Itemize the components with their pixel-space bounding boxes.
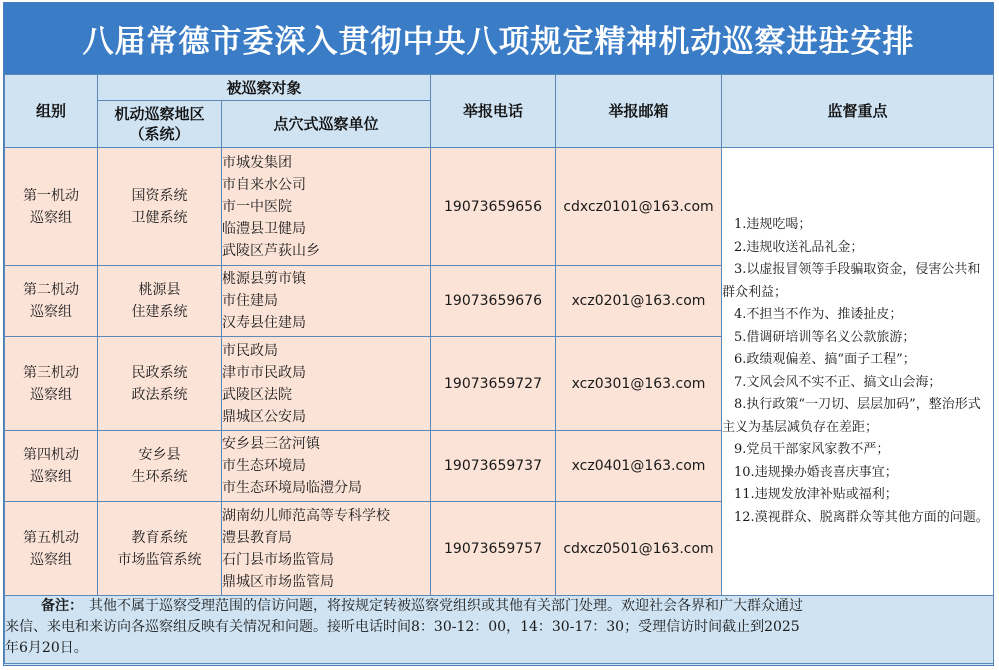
header-units: 点穴式巡察单位 [222,101,431,148]
focus-item: 1.违规吃喝； [734,217,812,232]
report-phone: 19073659727 [431,337,556,431]
focus-item: 6.政绩观偏差、搞“面子工程”； [734,352,916,367]
focus-item: 12.漠视群众、脱离群众等其他方面的问题。 [734,509,989,525]
report-email[interactable]: xcz0401@163.com [556,431,722,502]
focus-item: 7.文风会风不实不正、搞文山会海； [734,374,942,390]
area-line: 国资系统 [131,187,188,204]
arrangement-table [4,74,994,664]
header-area [98,101,222,148]
report-phone: 19073659656 [431,148,556,266]
group-name-line: 巡察组 [30,304,72,320]
focus-item: 4.不担当不作为、推诿扯皮； [734,307,903,322]
area-line: 市场监管系统 [117,551,202,568]
page-title: 八届常德市委深入贯彻中央八项规定精神机动巡察进驻安排 [4,3,993,74]
area-line: 生环系统 [131,469,188,485]
group-name-line: 第五机动 [23,529,79,546]
area-line: 卫健系统 [131,209,188,226]
group-name [5,266,98,337]
header-email: 举报邮箱 [556,75,722,148]
report-email[interactable]: cdxcz0501@163.com [556,502,722,596]
group-area [98,502,222,596]
area-line: 安乡县 [138,447,181,463]
unit-item: 鼎城区市场监管局 [222,573,334,590]
focus-item: 2.违规收送礼品礼金； [734,239,864,255]
area-line: 民政系统 [131,364,188,381]
unit-item: 鼎城区公安局 [222,408,306,425]
focus-item: 5.借调研培训等名义公款旅游； [734,329,916,345]
unit-item: 桃源县剪市镇 [222,271,306,287]
area-line: 政法系统 [131,386,188,403]
group-name [5,431,98,502]
unit-item: 武陵区芦荻山乡 [222,242,320,259]
focus-item: 11.违规发放津补贴或福利； [734,487,898,502]
unit-item: 临澧县卫健局 [222,220,306,237]
focus-item: 8.执行政策“一刀切、层层加码”，整治形式主义为基层减负存在差距； [722,397,981,435]
focus-item: 9.党员干部家风家教不严； [734,442,890,457]
unit-item: 市生态环境局临澧分局 [222,480,362,496]
unit-item: 武陵区法院 [222,386,292,403]
unit-item: 市生态环境局 [222,458,306,474]
group-name-line: 第二机动 [23,282,79,298]
group-name [5,148,98,266]
group-units [222,431,431,502]
group-name-line: 巡察组 [30,469,72,485]
group-units [222,502,431,596]
group-name-line: 巡察组 [30,209,72,226]
area-line: 桃源县 [138,282,181,298]
group-area [98,431,222,502]
group-name [5,502,98,596]
group-units [222,266,431,337]
area-line: 教育系统 [131,529,188,546]
header-focus: 监督重点 [722,75,994,148]
note-label: 备注： [41,598,83,614]
report-phone: 19073659737 [431,431,556,502]
group-units [222,148,431,266]
unit-item: 市自来水公司 [222,176,306,193]
unit-item: 湖南幼儿师范高等专科学校 [222,507,390,524]
report-email[interactable]: cdxcz0101@163.com [556,148,722,266]
group-name-line: 巡察组 [30,551,72,568]
unit-item: 津市市民政局 [222,364,306,381]
focus-item: 10.违规操办婚丧喜庆事宜； [734,464,898,480]
group-name [5,337,98,431]
group-units [222,337,431,431]
note-line: 来信、来电和来访向各巡察组反映有关情况和问题。接听电话时间8：30-12：00，14：30-17：30；受理信访时间截止到2025 [5,619,800,635]
note [5,596,994,664]
table-row [5,148,994,266]
note-line [5,596,993,617]
unit-item: 市城发集团 [222,154,292,171]
unit-item: 市住建局 [222,293,278,309]
report-phone: 19073659676 [431,266,556,337]
unit-item: 安乡县三岔河镇 [222,436,320,452]
announcement-frame [3,2,994,666]
unit-item: 汉寿县住建局 [222,315,306,331]
unit-item: 市一中医院 [222,198,292,215]
group-name-line: 第三机动 [23,364,79,381]
note-line: 年6月20日。 [5,640,88,656]
group-area [98,266,222,337]
group-name-line: 第四机动 [23,447,79,463]
unit-item: 石门县市场监管局 [222,551,334,568]
header-group: 组别 [5,75,98,148]
report-phone: 19073659757 [431,502,556,596]
header-phone: 举报电话 [431,75,556,148]
unit-item: 市民政局 [222,342,278,359]
report-email[interactable]: xcz0301@163.com [556,337,722,431]
note-text: 其他不属于巡察受理范围的信访问题，将按规定转被巡察党组织或其他有关部门处理。欢迎社会各界和广大群众通过 [89,598,803,614]
group-area [98,148,222,266]
group-name-line: 第一机动 [23,187,79,204]
header-area-text: 机动巡察地区（系统） [114,105,205,143]
unit-item: 澧县教育局 [222,529,292,546]
note-row [5,596,994,664]
report-email[interactable]: xcz0201@163.com [556,266,722,337]
area-line: 住建系统 [131,304,188,320]
focus-item: 3.以虚报冒领等手段骗取资金，侵害公共和群众利益； [722,262,981,300]
header-target: 被巡察对象 [98,75,431,101]
group-name-line: 巡察组 [30,386,72,403]
supervision-focus [722,148,994,596]
group-area [98,337,222,431]
